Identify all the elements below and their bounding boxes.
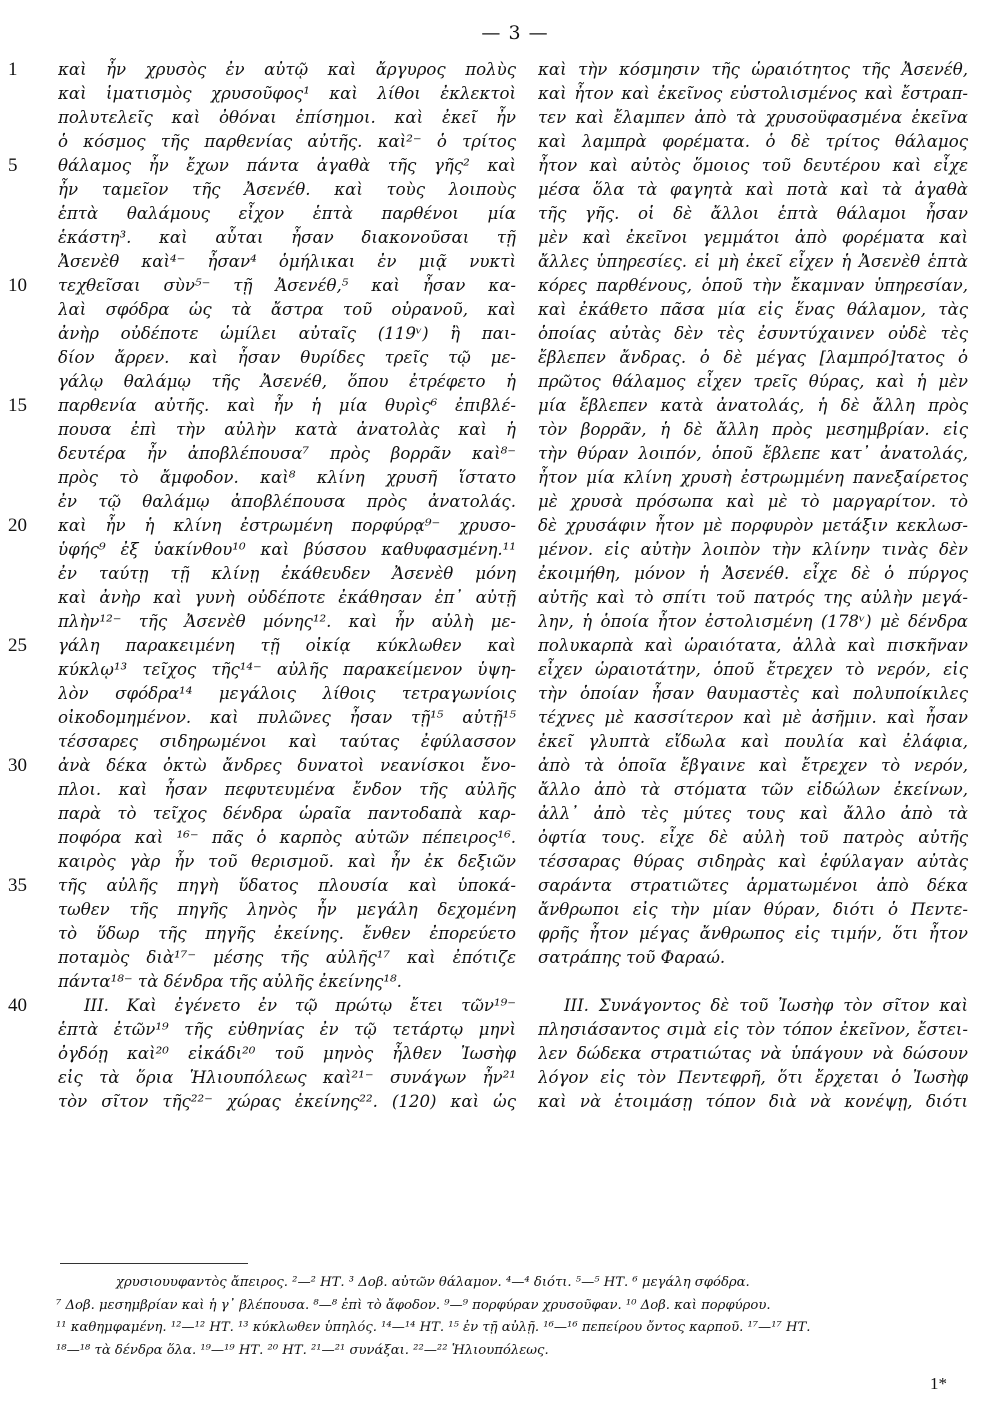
line-number: 35 [8, 875, 27, 896]
text-line: γάλῳ θαλάμῳ τῆς Ἀσενέθ, ὅπου ἐτρέφετο ἡ [58, 372, 516, 391]
text-line: τέσσαρες σιδηρωμένοι καὶ ταύτας ἐφύλασσον [58, 732, 516, 751]
text-line: λόγον εἰς τὸν Πεντεφρῆ, ὅτι ἔρχεται ὁ Ἰωσὴφ [538, 1068, 968, 1087]
text-line: ἄνθρωποι εἰς τὴν μίαν θύραν, διότι ὁ Πεντε- [538, 900, 968, 919]
text-line: πρῶτος θάλαμος εἶχεν τρεῖς θύρας, καὶ ἡ μὲν [538, 372, 968, 391]
text-line: ἑπτὰ θαλάμους εἶχον ἑπτὰ παρθένοι μία [58, 204, 516, 223]
text-line: καὶ ἐκάθετο πᾶσα μία εἰς ἕνας θάλαμον, τὰς [538, 300, 968, 319]
text-line: πολυκαρπὰ καὶ ὡραιότατα, ἀλλὰ καὶ πισκῆναν [538, 636, 968, 655]
text-line: λὸν σφόδρα¹⁴ μεγάλοις λίθοις τετραγωνίοις [58, 684, 516, 703]
text-line: πλοι. καὶ ἦσαν πεφυτευμένα ἔνδον τῆς αὐλῆς [58, 780, 516, 799]
text-line: ὀφτία τους. εἶχε δὲ αὐλὴ τοῦ πατρὸς αὐτῆς [538, 828, 968, 847]
text-line: τὸν σῖτον τῆς²²⁻ χώρας ἐκείνης²². (120) καὶ ὡς [58, 1092, 516, 1111]
text-line: τῆς γῆς. οἱ δὲ ἄλλοι ἑπτὰ θάλαμοι ἦσαν [538, 204, 968, 223]
text-line: μὲν καὶ ἐκεῖνοι γεμμάτοι ἀπὸ φορέματα καὶ [538, 228, 968, 247]
text-line: τὸν βορρᾶν, ἡ δὲ ἄλλη πρὸς μεσημβρίαν. εἰς [538, 420, 968, 439]
text-line: ποφόρα καὶ ¹⁶⁻ πᾶς ὁ καρπὸς αὐτῶν πέπειρος¹⁶. [58, 828, 516, 847]
text-line: δίον ἄρρεν. καὶ ἦσαν θυρίδες τρεῖς τῷ με- [58, 348, 516, 367]
footnote-divider [60, 1263, 248, 1264]
footnote-line: χρυσιουυφαντὸς ἄπειρος. ²—² ΗΤ. ³ Δοβ. αὐτῶν θάλαμον. ⁴—⁴ διότι. ⁵—⁵ ΗΤ. ⁶ μεγάλη σφόδρα. [116, 1275, 750, 1290]
text-line: οἰκοδομημένον. καὶ πυλῶνες ἦσαν τῇ¹⁵ αὐτῇ¹⁵ [58, 708, 516, 727]
text-line: ἔβλεπεν ἄνδρας. ὁ δὲ μέγας [λαμπρό]τατος ὁ [538, 348, 968, 367]
line-number: 25 [8, 635, 27, 656]
text-line: πλὴν¹²⁻ τῆς Ἀσενὲθ μόνης¹². καὶ ἦν αὐλὴ με- [58, 612, 516, 631]
text-line: σατράπης τοῦ Φαραώ. [538, 948, 726, 967]
text-line: ἐκοιμήθη, μόνον ἡ Ἀσενέθ. εἶχε δὲ ὁ πύργος [538, 564, 968, 583]
section-heading-line: III. Συνάγοντος δὲ τοῦ Ἰωσὴφ τὸν σῖτον καὶ [564, 996, 968, 1015]
text-line: ὀγδόῃ καὶ²⁰ εἰκάδι²⁰ τοῦ μηνὸς ἦλθεν Ἰωσὴφ [58, 1044, 516, 1063]
text-line: παρὰ τὸ τεῖχος δένδρα ὡραῖα παντοδαπὰ καρ- [58, 804, 516, 823]
text-line: ἀπὸ τὰ ὁποῖα ἔβγαινε καὶ ἔτρεχεν τὸ νερόν, [538, 756, 968, 775]
text-line: καὶ νὰ ἑτοιμάσῃ τόπον διὰ νὰ κονέψῃ, διότι [538, 1092, 968, 1111]
text-line: τέσσαρας θύρας σιδηρὰς καὶ ἐφύλαγαν αὐτὰς [538, 852, 968, 871]
text-line: σαράντα στρατιῶτες ἁρματωμένοι ἀπὸ δέκα [538, 876, 968, 895]
footnotes [56, 1272, 974, 1362]
page-number: — 3 — [481, 22, 549, 44]
text-columns [0, 58, 1004, 1258]
text-line: ἐκεῖ γλυπτὰ εἴδωλα καὶ πουλία καὶ ἐλάφια, [538, 732, 968, 751]
text-line: παρθενία αὐτῆς. καὶ ἦν ἡ μία θυρὶς⁶ ἐπιβλέ- [58, 396, 516, 415]
text-line: καὶ ἦν ἡ κλίνη ἐστρωμένη πορφύρᾳ⁹⁻ χρυσο- [58, 516, 516, 535]
text-line: ποταμὸς διὰ¹⁷⁻ μέσης τῆς αὐλῆς¹⁷ καὶ ἐπότιζε [58, 948, 516, 967]
text-line: ὁποίας αὐτὰς δὲν τὲς ἐσυντύχαινεν οὐδὲ τὲς [538, 324, 968, 343]
line-number: 10 [8, 275, 27, 296]
text-line: ἀνὰ δέκα ὀκτὼ ἄνδρες δυνατοὶ νεανίσκοι ἔνο- [58, 756, 516, 775]
text-line: δὲ χρυσάφιν ἦτον μὲ πορφυρὸν μετάξιν κεκλωσ- [538, 516, 968, 535]
text-line: εἶχεν ὡραιοτάτην, ὁποῦ ἔτρεχεν τὸ νερόν, εἰς [538, 660, 968, 679]
text-line: γάλη παρακειμένη τῇ οἰκίᾳ κύκλωθεν καὶ [58, 636, 516, 655]
text-line: πουσα ἐπὶ τὴν αὐλὴν κατὰ ἀνατολὰς καὶ ἡ [58, 420, 516, 439]
text-line: λην, ἡ ὁποία ἦτον ἐστολισμένη (178ᵛ) μὲ δένδρα [538, 612, 968, 631]
section-heading-line: III. Καὶ ἐγένετο ἐν τῷ πρώτῳ ἔτει τῶν¹⁹⁻ [84, 996, 516, 1015]
text-line: ἦτον καὶ αὐτὸς ὅμοιος τοῦ δευτέρου καὶ εἶχε [538, 156, 968, 175]
text-line: λεν δώδεκα στρατιώτας νὰ ὑπάγουν νὰ δώσουν [538, 1044, 968, 1063]
text-line: καὶ ἦτον καὶ ἐκεῖνος εὐστολισμένος καὶ ἔστραπ- [538, 84, 968, 103]
footnote-line: ⁷ Δοβ. μεσημβρίαν καὶ ἡ γ᾽ βλέπουσα. ⁸—⁸ ἐπὶ τὸ ἄφοδον. ⁹—⁹ πορφύραν χρυσοῦφαν. ¹⁰ Δοβ. καὶ πορφύρου. [56, 1297, 771, 1313]
left-column-ancient-greek [58, 58, 516, 1114]
text-line: μέσα ὅλα τὰ φαγητὰ καὶ ποτὰ καὶ τὰ ἀγαθὰ [538, 180, 968, 199]
text-line: ἀνὴρ οὐδέποτε ὡμίλει αὐταῖς (119ᵛ) ἢ παι- [58, 324, 516, 343]
text-line: τὴν ὁποίαν ἦσαν θαυμαστὲς καὶ πολυποίκιλες [538, 684, 968, 703]
text-line: ἐν ταύτῃ τῇ κλίνῃ ἐκάθευδεν Ἀσενὲθ μόνη [58, 564, 516, 583]
line-number: 15 [8, 395, 27, 416]
text-line: κύκλῳ¹³ τεῖχος τῆς¹⁴⁻ αὐλῆς παρακείμενον ὑψη- [58, 660, 516, 679]
text-line: τὴν θύραν λοιπόν, ὁποῦ ἔβλεπε κατ᾽ ἀνατολάς, [538, 444, 968, 463]
text-line: καὶ ἀνὴρ καὶ γυνὴ οὐδέποτε ἐκάθησαν ἐπ᾽ αὐτῇ [58, 588, 516, 607]
text-line: ἦν ταμεῖον τῆς Ἀσενέθ. καὶ τοὺς λοιποὺς [58, 180, 516, 199]
text-line: ἄλλο ἀπὸ τὰ στόματα τῶν εἰδώλων ἐκείνων, [538, 780, 968, 799]
line-number: 40 [8, 995, 27, 1016]
text-line: τὸ ὕδωρ τῆς πηγῆς ἐκείνης. ἔνθεν ἐπορεύετο [58, 924, 516, 943]
text-line: ὁ κόσμος τῆς παρθενίας αὐτῆς. καὶ²⁻ ὁ τρίτος [58, 132, 516, 151]
text-line: ἄλλες ὑπηρεσίες. εἰ μὴ ἐκεῖ εἶχεν ἡ Ἀσενὲθ ἑπτὰ [538, 252, 968, 271]
text-line: πλησιάσαντος σιμὰ εἰς τὸν τόπον ἐκεῖνον, ἔστει- [538, 1020, 968, 1039]
text-line: πάντα¹⁸⁻ τὰ δένδρα τῆς αὐλῆς ἐκείνης¹⁸. [58, 972, 402, 991]
text-line: δευτέρα ἦν ἀποβλέπουσα⁷ πρὸς βορρᾶν καὶ⁸⁻ [58, 444, 516, 463]
text-line: ἦτον μία κλίνη χρυσὴ ἐστρωμμένη πανεξαίρετος [538, 468, 968, 487]
signature-mark: 1* [930, 1374, 947, 1393]
line-number: 5 [8, 155, 18, 176]
text-line: Ἀσενὲθ καὶ⁴⁻ ἦσαν⁴ ὁμήλικαι ἐν μιᾷ νυκτὶ [58, 252, 516, 271]
text-line: κόρες παρθένους, ὁποῦ τὴν ἔκαμναν ὑπηρεσίαν, [538, 276, 968, 295]
text-line: ὑφής⁹ ἐξ ὑακίνθου¹⁰ καὶ βύσσου καθυφασμένη.¹¹ [58, 540, 516, 559]
text-line: πολυτελεῖς καὶ ὀθόναι ἐπίσημοι. καὶ ἐκεῖ ἦν [58, 108, 516, 127]
text-line: ἑπτὰ ἐτῶν¹⁹ τῆς εὐθηνίας ἐν τῷ τετάρτῳ μηνὶ [58, 1020, 516, 1039]
right-column-modern-greek [538, 58, 968, 1114]
text-line: καὶ ἦν χρυσὸς ἐν αὐτῷ καὶ ἄργυρος πολὺς [58, 60, 516, 79]
text-line: αὐτῆς καὶ τὸ σπίτι τοῦ πατρός της αὐλὴν μεγά- [538, 588, 968, 607]
text-line: πρὸς τὸ ἄμφοδον. καὶ⁸ κλίνη χρυσῆ ἵστατο [58, 468, 516, 487]
text-line: μὲ χρυσὰ πρόσωπα καὶ μὲ τὸ μαργαρίτον. τὸ [538, 492, 968, 511]
line-number: 20 [8, 515, 27, 536]
text-line: καιρὸς γὰρ ἦν τοῦ θερισμοῦ. καὶ ἦν ἐκ δεξιῶν [58, 852, 516, 871]
text-line: θάλαμος ἦν ἔχων πάντα ἀγαθὰ τῆς γῆς² καὶ [58, 156, 516, 175]
line-number: 1 [8, 59, 18, 80]
text-line: καὶ λαμπρὰ φορέματα. ὁ δὲ τρίτος θάλαμος [538, 132, 968, 151]
text-line: τεν καὶ ἔλαμπεν ἀπὸ τὰ χρυσοϋφασμένα ἐκεῖνα [538, 108, 968, 127]
text-line: φρῆς ἦτον μέγας ἄνθρωπος εἰς τιμήν, ὅτι ἦτον [538, 924, 968, 943]
text-line: ἐν τῷ θαλάμῳ ἀποβλέπουσα πρὸς ἀνατολάς. [58, 492, 516, 511]
text-line: εἰς τὰ ὅρια Ἡλιουπόλεως καὶ²¹⁻ συνάγων ἦν²¹ [58, 1068, 516, 1087]
text-line: λαὶ σφόδρα ὡς τὰ ἄστρα τοῦ οὐρανοῦ, καὶ [58, 300, 516, 319]
text-line: ἀλλ᾽ ἀπὸ τὲς μύτες τους καὶ ἄλλο ἀπὸ τὰ [538, 804, 968, 823]
text-line: τωθεν τῆς πηγῆς ληνὸς ἦν μεγάλη δεχομένη [58, 900, 516, 919]
text-line: καὶ τὴν κόσμησιν τῆς ὡραιότητος τῆς Ἀσενέθ, [538, 60, 968, 79]
line-number: 30 [8, 755, 27, 776]
text-line: καὶ ἱματισμὸς χρυσοῦφος¹ καὶ λίθοι ἐκλεκτοὶ [58, 84, 516, 103]
text-line: τέχνες μὲ κασσίτερον καὶ μὲ ἀσῆμιν. καὶ ἦσαν [538, 708, 968, 727]
text-line: μία ἔβλεπεν κατὰ ἀνατολάς, ἡ δὲ ἄλλη πρὸς [538, 396, 968, 415]
text-line: τῆς αὐλῆς πηγὴ ὕδατος πλουσία καὶ ὑποκά- [58, 876, 516, 895]
footnote-line: ¹¹ καθημφαμένη. ¹²—¹² ΗΤ. ¹³ κύκλωθεν ὑπηλός. ¹⁴—¹⁴ ΗΤ. ¹⁵ ἐν τῇ αὐλῇ. ¹⁶—¹⁶ πεπείρου ὄντος καρποῦ. ¹⁷—¹⁷ ΗΤ. [56, 1320, 811, 1335]
footnote-line: ¹⁸—¹⁸ τὰ δένδρα ὅλα. ¹⁹—¹⁹ ΗΤ. ²⁰ ΗΤ. ²¹—²¹ συνάξαι. ²²—²² Ἡλιουπόλεως. [56, 1342, 549, 1358]
text-line: τεχθεῖσαι σὺν⁵⁻ τῇ Ἀσενέθ,⁵ καὶ ἦσαν κα- [58, 276, 516, 295]
text-line: μένον. εἰς αὐτὴν λοιπὸν τὴν κλίνην τινὰς δὲν [538, 540, 968, 559]
text-line: ἑκάστη³. καὶ αὗται ἦσαν διακονοῦσαι τῇ [58, 228, 516, 247]
